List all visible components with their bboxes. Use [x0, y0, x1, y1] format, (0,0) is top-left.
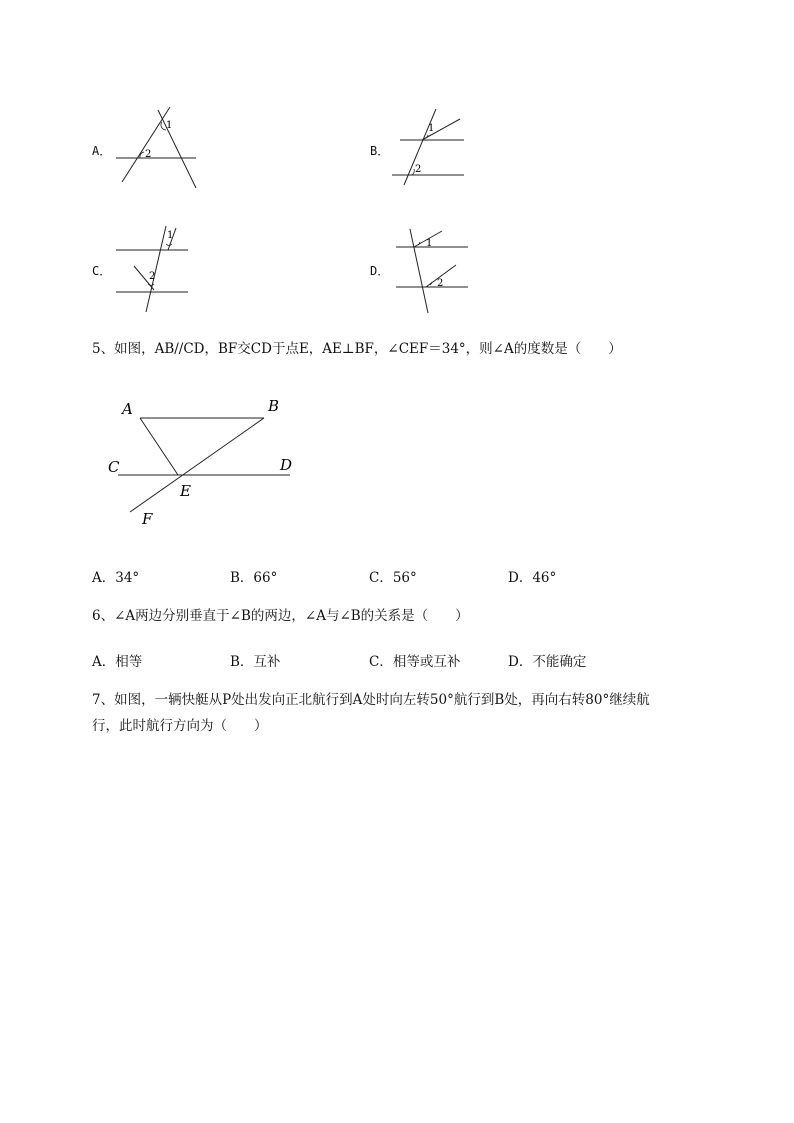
option-label: A．: [92, 144, 112, 158]
angle-1-label: 1: [166, 120, 173, 131]
angle-1-label: 1: [426, 238, 433, 249]
angle-2-label: 2: [415, 164, 422, 175]
option-label: D．: [370, 264, 390, 278]
option-label: B．: [370, 144, 390, 158]
question-5-text: 5、如图，AB//CD，BF交CD于点E，AE⊥BF，∠CEF＝34°，则∠A的度数是（ ）: [92, 341, 622, 357]
q5-option-d[interactable]: D．46°: [508, 570, 557, 586]
q6-option-a[interactable]: A．相等: [92, 654, 143, 670]
point-f-label: F: [142, 510, 153, 528]
point-b-label: B: [268, 397, 280, 415]
q5-option-c[interactable]: C．56°: [369, 570, 417, 586]
angle-2-label: 2: [145, 149, 152, 160]
q6-option-d[interactable]: D．不能确定: [508, 654, 587, 670]
figure-d: [390, 225, 480, 315]
q6-option-b[interactable]: B．互补: [230, 654, 281, 670]
point-e-label: E: [180, 482, 191, 500]
figure-a: [110, 100, 210, 195]
question-7-line-2: 行，此时航行方向为（ ）: [92, 718, 268, 734]
point-c-label: C: [108, 458, 120, 476]
question-6-text: 6、∠A两边分别垂直于∠B的两边，∠A与∠B的关系是（ ）: [92, 608, 469, 624]
angle-2-label: 2: [437, 278, 444, 289]
figure-b: [390, 105, 480, 190]
question-5-figure: [100, 390, 310, 535]
angle-1-label: 1: [428, 123, 435, 134]
question-7-line-1: 7、如图，一辆快艇从P处出发向正北航行到A处时向左转50°航行到B处，再向右转80°继续航: [92, 692, 650, 708]
angle-2-label: 2: [149, 271, 156, 282]
q5-option-b[interactable]: B．66°: [230, 570, 278, 586]
angle-1-label: 1: [167, 230, 174, 241]
q6-option-c[interactable]: C．相等或互补: [369, 654, 461, 670]
option-label: C．: [92, 264, 112, 278]
point-a-label: A: [122, 400, 133, 418]
point-d-label: D: [280, 456, 293, 474]
figure-c: [110, 222, 200, 317]
q5-option-a[interactable]: A．34°: [92, 570, 140, 586]
